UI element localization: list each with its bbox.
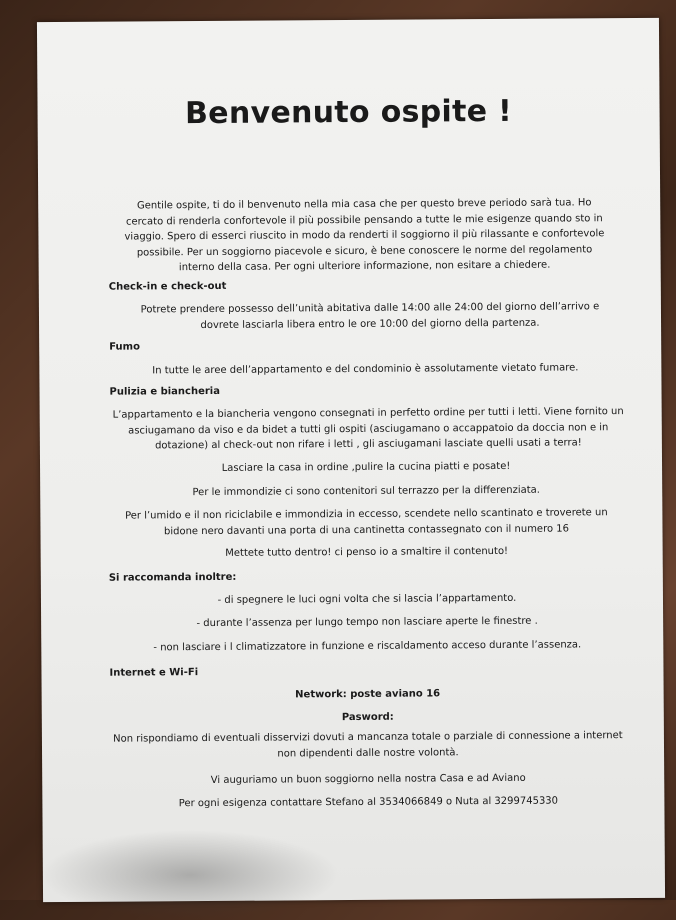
- pulizia-paragraph-2: Lasciare la casa in ordine ,pulire la cucina piatti e posate!: [221, 460, 511, 474]
- wifi-heading: Internet e Wi-Fi: [109, 667, 199, 679]
- intro-paragraph: Gentile ospite, ti do il benvenuto nella mia casa che per questo breve periodo sarà tua. Ho cercato di renderla confortevole il più possibile pensando a tutte le mie esigenze quando sto in viaggio. Spero di esserci riuscito in modo da renderti il soggiorno il più rilassante e confortevole possibile. Per un soggiorno piacevole e sicuro, è bene conoscere le norme del regolamento interno della casa. Per ogni ulteriore informazione, non esitare a chiedere.: [124, 197, 605, 274]
- pulizia-paragraph-3: Per le immondizie ci sono contenitori sul terrazzo per la differenziata.: [192, 484, 540, 499]
- fumo-heading: Fumo: [109, 341, 140, 353]
- contact-text: Per ogni esigenza contattare Stefano al 3534066849 o Nuta al 3299745330: [178, 795, 559, 810]
- fumo-paragraph: In tutte le aree dell’appartamento e del condominio è assolutamente vietato fumare.: [152, 362, 579, 377]
- pulizia-paragraph-5: Mettete tutto dentro! ci penso io a smaltire il contenuto!: [225, 545, 509, 559]
- checkin-heading: Check-in e check-out: [108, 280, 227, 293]
- pulizia-paragraph-4: Per l’umido e il non riciclabile e immondizia in eccesso, scendete nello scantinato e troverete un bidone nero davanti una porta di una cantinetta contassegnato con il numero 16: [125, 507, 608, 537]
- pulizia-heading: Pulizia e biancheria: [109, 385, 220, 398]
- pulizia-paragraph-1: L’appartamento e la biancheria vengono consegnati in perfetto ordine per tutti i letti. Viene fornito un asciugamano da viso e da bidet a tutti gli ospiti (asciugamano o accappatoio da doccia non e in dotazione) al check-out non rifare i letti , gli asciugamani lasciate quelli usati a terra!: [112, 406, 624, 452]
- paper-sheet: [37, 18, 665, 902]
- wifi-password: Pasword:: [341, 711, 394, 724]
- wifi-disclaimer: Non rispondiamo di eventuali disservizi dovuti a mancanza totale o parziale di connessione a internet non dipendenti dalle nostre volontà.: [113, 730, 623, 760]
- raccomanda-item-2: - durante l’assenza per lungo tempo non lasciare aperte le finestre .: [196, 615, 538, 630]
- raccomanda-item-1: - di spegnere le luci ogni volta che si lascia l’appartamento.: [217, 592, 517, 606]
- wifi-network: Network: poste aviano 16: [295, 688, 441, 701]
- page-title: Benvenuto ospite !: [184, 93, 513, 132]
- raccomanda-heading: Si raccomanda inoltre:: [108, 571, 237, 584]
- photo-shadow: [40, 830, 340, 920]
- farewell-text: Vi auguriamo un buon soggiorno nella nostra Casa e ad Aviano: [210, 772, 526, 786]
- raccomanda-item-3: - non lasciare i l climatizzatore in funzione e riscaldamento acceso durante l’assenza.: [153, 639, 582, 654]
- checkin-paragraph: Potrete prendere possesso dell’unità abitativa dalle 14:00 alle 24:00 del giorno dell’arrivo e dovrete lasciarla libera entro le ore 10:00 del giorno della partenza.: [140, 301, 600, 331]
